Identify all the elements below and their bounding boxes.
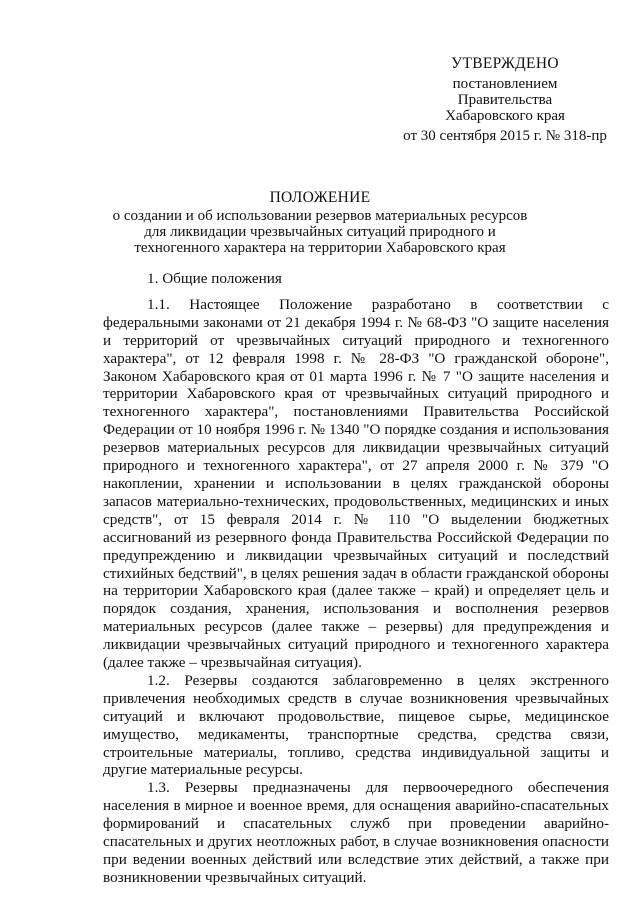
title-subtitle-line: техногенного характера на территории Хабаровского края [134,240,506,256]
paragraph: 1.1. Настоящее Положение разработано в соответствии с федеральными законами от 21 декабря 1994 г. № 68-ФЗ "О защите населения и территорий от чрезвычайных ситуаций природного и техногенного характера", от 12 февраля 1998 г. № 28-ФЗ "О гражданской обороне", Законом Хабаровского края от 01 марта 1996 г. № 7 "О защите населения и территории Хабаровского края от чрезвычайных ситуаций природного и техногенного характера", постановлениями Правительства Российской Федерации от 10 ноября 1996 г. № 1340 "О порядке создания и использования резервов материальных ресурсов для ликвидации чрезвычайных ситуаций природного и техногенного характера", от 27 апреля 2000 г. № 379 "О накоплении, хранении и использовании в целях гражданской обороны запасов материально-технических, продовольственных, медицинских и иных средств", от 15 февраля 2014 г. № 110 "О выделении бюджетных ассигнований из резервного фонда Правительства Российской Федерации по предупреждению и ликвидации чрезвычайных ситуаций и последствий стихийных бедствий", в целях решения задач в области гражданской обороны на территории Хабаровского края (далее также – край) и определяет цель и порядок создания, хранения, использования и восполнения резервов материальных ресурсов (далее также – резервы) для предупреждения и ликвидации чрезвычайных ситуаций природного и техногенного характера (далее также – чрезвычайная ситуация). [103,295,609,672]
approval-line: постановлением [452,76,558,92]
approval-date: от 30 сентября 2015 г. № 318-пр [403,128,607,144]
approval-stamp [395,56,615,144]
title-subtitle-line: для ликвидации чрезвычайных ситуаций природного и [144,224,496,240]
approval-heading: УТВЕРЖДЕНО [451,55,559,72]
approval-line: Хабаровского края [445,108,565,124]
section-heading: 1. Общие положения [147,270,282,287]
approval-line: Правительства [457,92,553,108]
title-subtitle-line: о создании и об использовании резервов материальных ресурсов [112,208,528,224]
document-body [103,270,609,887]
document-title [100,190,540,256]
title-main: ПОЛОЖЕНИЕ [269,189,371,206]
paragraph: 1.2. Резервы создаются заблаговременно в целях экстренного привлечения необходимых средств в случае возникновения чрезвычайных ситуаций и включают продовольствие, пищевое сырье, медицинское имущество, медикаменты, транспортные средства, средства связи, строительные материалы, топливо, средства индивидуальной защиты и другие материальные ресурсы. [103,671,609,779]
paragraph: 1.3. Резервы предназначены для первоочередного обеспечения населения в мирное и военное время, для оснащения аварийно-спасательных формирований и спасательных служб при проведении аварийно-спасательных и других неотложных работ, в случае возникновения опасности при ведении военных действий или вследствие этих действий, а также при возникновении чрезвычайных ситуаций. [103,779,609,886]
